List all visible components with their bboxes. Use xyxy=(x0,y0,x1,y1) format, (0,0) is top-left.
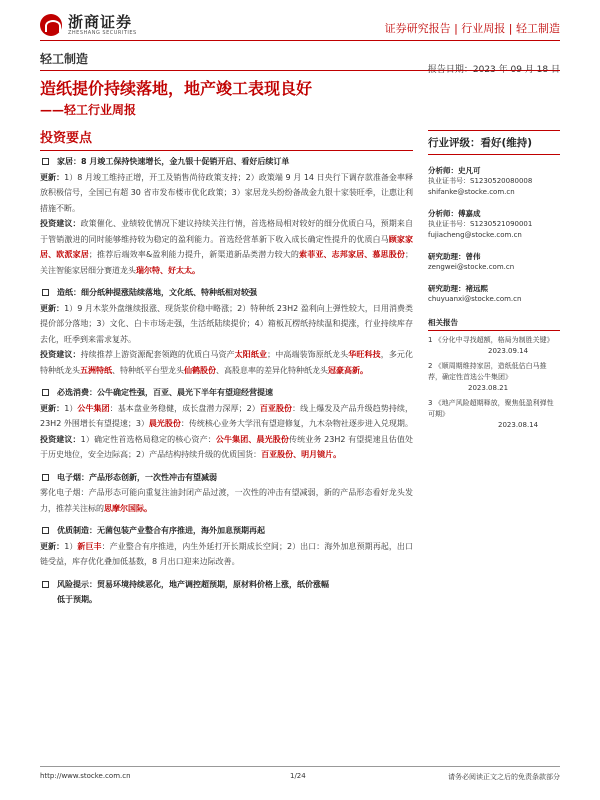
section-risk xyxy=(40,577,413,608)
section-consumer xyxy=(40,385,413,463)
header-divider xyxy=(40,40,560,41)
analyst-card xyxy=(428,208,560,241)
ecig-heading: 电子烟：产品形态创新，一次性冲击有望减弱 xyxy=(40,470,413,486)
assistant-email[interactable]: zengwei@stocke.com.cn xyxy=(428,263,515,271)
logo-subtext: ZHESHANG SECURITIES xyxy=(68,30,137,36)
analyst-cert: 执业证书号：S1230521090001 xyxy=(428,220,533,228)
consumer-update: 更新：1）公牛集团：基本盘业务稳健，成长盘潜力深厚；2）百亚股份：线上爆发及产品升级趋势持续，23H2 外围增长有望提速；3）晨光股份：传统核心业务大学汛有望迎修复，九木杂物社逐步进入兑现期。 xyxy=(40,403,413,428)
section-e-cigarette xyxy=(40,470,413,517)
assistant-email[interactable]: chuyuanxi@stocke.com.cn xyxy=(428,295,522,303)
footer-url[interactable]: http://www.stocke.com.cn xyxy=(40,772,131,780)
disclaimer-note: 请务必阅读正文之后的免责条款部分 xyxy=(448,773,560,781)
analyst-cert: 执业证书号：S1230520080008 xyxy=(428,177,533,185)
assistant-card xyxy=(428,283,560,305)
sector-divider xyxy=(40,70,560,71)
risk-heading-cont: 低于预期。 xyxy=(57,595,97,604)
related-report-link[interactable]: 1 《分化中寻找超额，格局为制胜关键》 2023.09.14 xyxy=(428,336,554,355)
related-report-link[interactable]: 2 《顺周期维持家居，造纸低估白马推荐，确定性首选公牛集团》 2023.08.21 xyxy=(428,362,547,392)
bullet-square-icon xyxy=(42,581,49,588)
section-manufacturing xyxy=(40,523,413,570)
section-home-furnishing xyxy=(40,154,413,278)
section-paper xyxy=(40,285,413,378)
related-reports-heading: 相关报告 xyxy=(428,317,560,331)
related-report-link[interactable]: 3 《地产风险超期释放，聚焦低盈利弹性可期》 2023.08.14 xyxy=(428,399,554,429)
report-category: 证券研究报告 | 行业周报 | 轻工制造 xyxy=(384,22,560,35)
home-advice: 投资建议：政策催化、业绩较优情况下建议持续关注行情，首选格局相对较好的细分优质白马，预期来自于管销激进的同时能够维持较为稳定的盈利能力。首选经营革新下收入成长确定性提升的优质白马顾家家居、欧派家居；推荐后端效率&盈利能力提升，新渠道新品类潜力较大的索菲亚、志邦家居、慕思股份；关注智能家居细分赛道龙头瑞尔特、好太太。 xyxy=(40,219,414,275)
industry-rating: 行业评级：看好(维持) xyxy=(428,130,560,155)
paper-heading: 造纸：细分纸种提涨陆续落地，文化纸、特种纸相对较强 xyxy=(40,285,413,301)
home-update: 更新：1）8 月竣工维持正增，开工及销售尚待政策支持；2）政策端 9 月 14 日央行下调存款准备金率释放积极信号，全国已有超 30 省市发布楼市优化政策；3）家居龙头纷纷备战金九银十家装旺季，让惠让利措施不断。 xyxy=(40,172,414,213)
report-subtitle: ——轻工行业周报 xyxy=(40,103,137,117)
bullet-square-icon xyxy=(42,389,49,396)
assistant-name: 研究助理：曾伟 xyxy=(428,252,481,261)
manufacturing-update: 更新：1）新巨丰：产业整合有序推进，内生外延打开长期成长空间；2）出口：海外加息预期再起，出口链受益，库存优化叠加低基数，8 月出口迎来边际改善。 xyxy=(40,541,413,566)
bullet-square-icon xyxy=(42,289,49,296)
report-date: 报告日期：2023 年 09 月 18 日 xyxy=(427,65,560,75)
risk-heading: 风险提示：贸易环境持续恶化，地产调控超预期，原材料价格上涨，纸价涨幅 xyxy=(40,577,413,593)
report-title: 造纸提价持续落地，地产竣工表现良好 xyxy=(40,79,313,98)
main-content xyxy=(40,130,413,608)
section-divider xyxy=(40,150,413,151)
sector-label: 轻工制造 xyxy=(40,52,89,66)
consumer-advice: 投资建议：1）确定性首选格局稳定的核心资产：公牛集团、晨光股份传统业务 23H2 有望提速且估值处于历史地位，安全边际高；2）产品结构持续升级的优质国货：百亚股份、明月镜片。 xyxy=(40,434,414,459)
home-heading: 家居：8 月竣工保持快速增长，金九银十促销开启、看好后续订单 xyxy=(40,154,413,170)
footer-divider xyxy=(40,766,560,767)
logo-text: 浙商证券 xyxy=(68,13,133,31)
consumer-heading: 必选消费：公牛确定性强，百亚、晨光下半年有望迎经营提速 xyxy=(40,385,413,401)
analyst-name: 分析师：傅嘉成 xyxy=(428,209,481,218)
bullet-square-icon xyxy=(42,158,49,165)
section-title: 投资要点 xyxy=(40,131,93,146)
company-logo xyxy=(40,14,137,36)
analyst-email[interactable]: shifanke@stocke.com.cn xyxy=(428,188,515,196)
bullet-square-icon xyxy=(42,527,49,534)
page-number: 1/24 xyxy=(290,772,306,780)
bullet-square-icon xyxy=(42,474,49,481)
analyst-card xyxy=(428,165,560,198)
analyst-email[interactable]: fujiacheng@stocke.com.cn xyxy=(428,231,522,239)
paper-advice: 投资建议：持续推荐上游资源配套领跑的优质白马资产太阳纸业；中高端装饰原纸龙头华旺科技，多元化特种纸龙头五洲特纸、特种纸平台型龙头仙鹤股份、高股息率的差异化特种纸龙头冠豪高新。 xyxy=(40,350,414,375)
assistant-name: 研究助理：褚远熙 xyxy=(428,284,488,293)
ecig-body: 雾化电子烟：产品形态可能向重复注油封闭产品过渡，一次性的冲击有望减弱，新的产品形态看好龙头发力，推荐关注标的思摩尔国际。 xyxy=(40,488,413,513)
logo-icon xyxy=(40,14,62,36)
assistant-card xyxy=(428,251,560,273)
paper-update: 更新：1）9 月木浆外盘继续报涨、现货浆价稳中略涨；2）特种纸 23H2 盈利向上弹性较大，日用消费类提价部分落地；3）文化、白卡市场走强，生活纸陆续提价；4）箱板瓦楞纸持续温和提涨，行业持续库存去化，旺季到来需求复苏。 xyxy=(40,303,413,344)
analyst-name: 分析师：史凡可 xyxy=(428,166,481,175)
sidebar xyxy=(428,130,560,431)
manufacturing-heading: 优质制造：无菌包装产业整合有序推进，海外加息预期再起 xyxy=(40,523,413,539)
